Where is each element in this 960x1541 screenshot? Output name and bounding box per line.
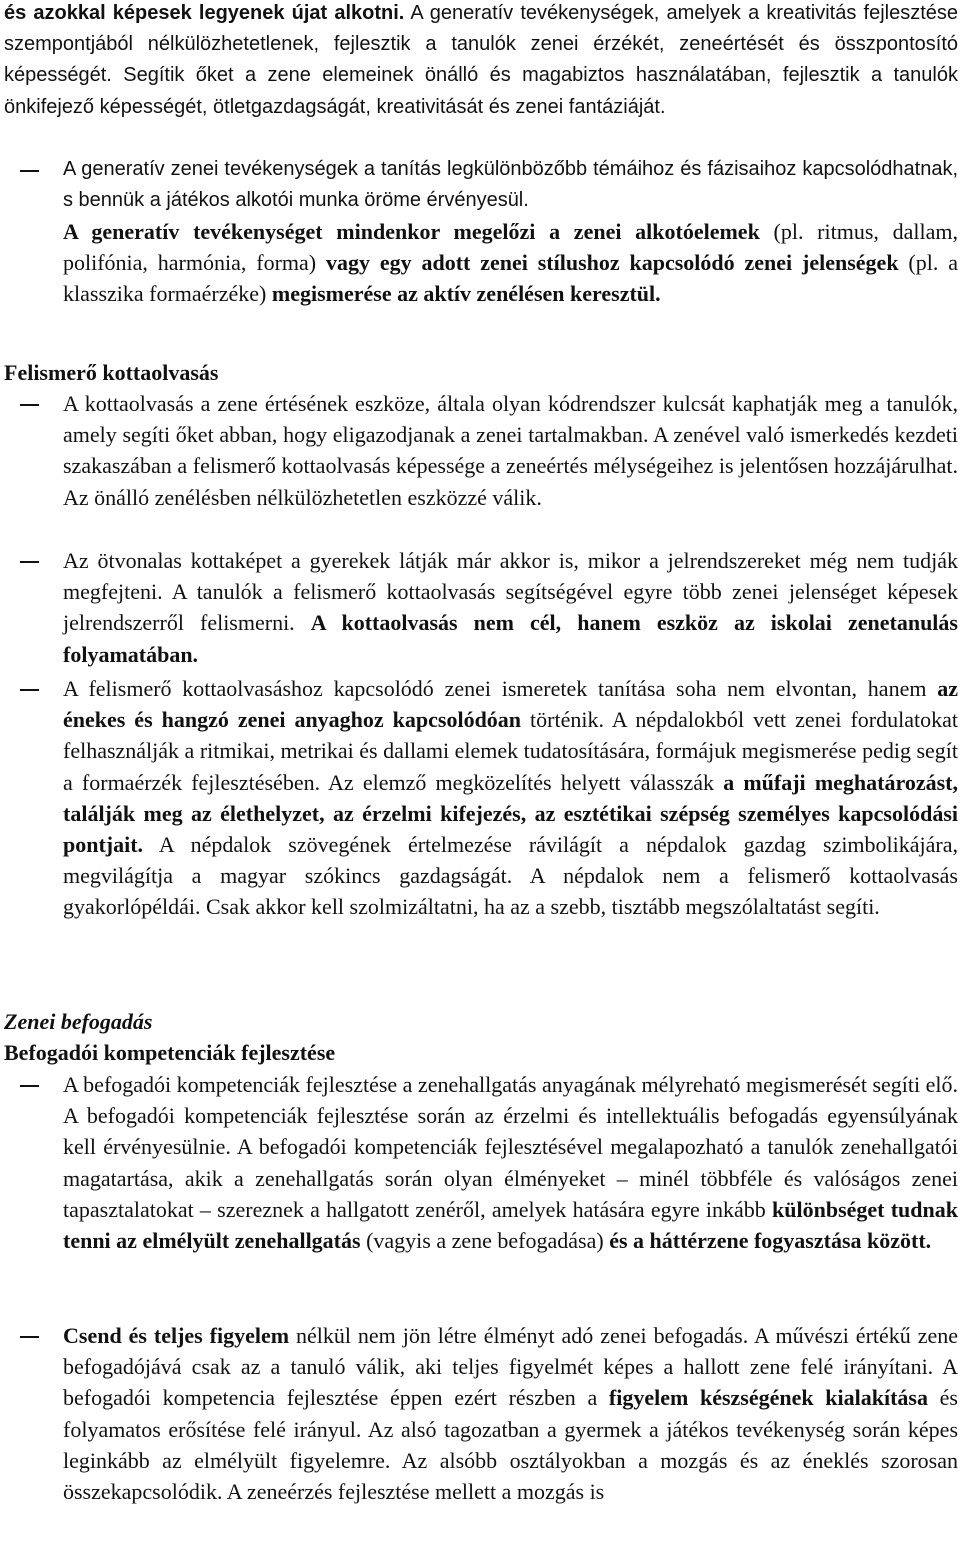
bold-text-run: A kottaolvasás nem cél, hanem eszköz az iskolai zenetanulás folyamatában. [63, 610, 958, 667]
text-run: A generatív zenei tevékenységek a tanítás legkülönbözőbb témáihoz és fázisaihoz kapcsolódhatnak, s bennük a játékos alkotói munka öröme érvényesül. [63, 158, 958, 212]
text-run: A befogadói kompetenciák fejlesztése a zenehallgatás anyagának mélyreható megismerését segíti elő. A befogadói kompetenciák fejlesztése során az érzelmi és intellektuális befogadás egyensúlyának kell érvényesülnie. A befogadói kompetenciák fejlesztésével megalapozható a tanulók zenehallgatói magatartása, akik a zenehallgatás során olyan élményeket – minél többféle és valóságos zenei tapasztalatokat – szereznek a hallgatott zenéről, amelyek hatására egyre inkább [63, 1072, 958, 1222]
bold-text-run: megismerése az aktív zenélésen keresztül. [271, 281, 661, 307]
text-run: (pl. a klasszika formaérzéke) [63, 250, 958, 307]
bold-text-run: vagy egy adott zenei stílushoz kapcsolódó zenei jelenségek [325, 250, 899, 276]
text-run: és folyamatos erősítése felé irányul. Az alsó tagozatban a gyermek a játékos tevékenység során képes leginkább az elmélyült figyelemre. Az alsóbb osztályokban a mozgás és az éneklés szorosan összekapcsolódik. A zeneérzés fejlesztése mellett a mozgás is [63, 1385, 958, 1505]
text-run: A népdalok szövegének értelmezése rávilágít a népdalok gazdag szimbolikájára, megvilágítja a magyar szókincs gazdagságát. A népdalok nem a felismerő kottaolvasás gyakorlópéldái. Csak akkor kell szolmizáltatni, ha az a szebb, tisztább megszólaltatást segíti. [63, 832, 958, 920]
text-run: A kottaolvasás a zene értésének eszköze, általa olyan kódrendszer kulcsát kaphatják meg a tanulók, amely segíti őket abban, hogy eligazodjanak a zenei tartalmakban. A zenével való ismerkedés kezdeti szakaszában a felismerő kottaolvasás képessége a zeneértés mélységeihez is jelentősen hozzájárulhat. Az önálló zenélésben nélkülözhetetlen eszközzé válik. [63, 391, 958, 510]
paragraph-otvonalas-kottakep [63, 545, 958, 670]
bold-text-run: A generatív tevékenységet mindenkor megelőzi a zenei alkotóelemek [63, 219, 760, 244]
text-run: (pl. ritmus, dallam, polifónia, harmónia, forma) [63, 219, 958, 276]
text-run: nélkül nem jön létre élményt adó zenei befogadás. A művészi értékű zene befogadójává csak az a tanuló válik, aki teljes figyelmét képes a hallott zene felé irányítani. A befogadói kompetencia fejlesztése éppen ezért részben a [63, 1323, 958, 1411]
list-dash [20, 1085, 39, 1087]
text-run: (vagyis a zene befogadása) [360, 1228, 610, 1254]
paragraph-felismero-ismeretek [63, 673, 958, 923]
bold-text-run: és azokkal képesek legyenek újat alkotni. [4, 2, 405, 24]
heading-befogadoi-kompetenciak: Befogadói kompetenciák fejlesztése [4, 1040, 336, 1065]
text-run: A generatív tevékenységek, amelyek a kreativitás fejlesztése szempontjából nélkülözhetetlenek, fejlesztik a tanulók zenei érzékét, zeneértését és összpontosító képességét. Segítik őket a zene elemeinek önálló és magabiztos használatában, fejlesztik a tanulók önkifejező képességét, ötletgazdagságát, kreativitását és zenei fantáziáját. [4, 2, 959, 118]
list-dash [20, 561, 39, 563]
bold-text-run: különbséget tudnak tenni az elmélyült zenehallgatás [63, 1196, 958, 1254]
paragraph-generative-precondition [63, 216, 958, 310]
paragraph-generative-intro [4, 0, 958, 123]
list-dash [20, 1336, 39, 1338]
bold-text-run: figyelem készségének kialakítása [608, 1385, 928, 1411]
bold-text-run: az énekes és hangzó zenei anyaghoz kapcsolódóan [63, 676, 958, 733]
heading-zenei-befogadas: Zenei befogadás [4, 1009, 153, 1034]
paragraph-csend-figyelem [63, 1320, 958, 1507]
list-dash [20, 404, 39, 406]
heading-felismero-kottaolvasas: Felismerő kottaolvasás [4, 360, 219, 385]
bold-text-run: Csend és teljes figyelem [63, 1323, 290, 1348]
paragraph-kottaolvasas-eszkoze [63, 388, 958, 513]
text-run: Az ötvonalas kottaképet a gyerekek látják már akkor is, mikor a jelrendszereket még nem tudják megfejteni. A tanulók a felismerő kottaolvasás segítségével egyre több zenei jelenséget képesek jelrendszerről felismerni. [63, 548, 958, 636]
text-run: történik. A népdalokból vett zenei fordulatokat felhasználják a ritmikai, metrikai és dallami elemek tudatosítására, formájuk megismerése pedig segít a formaérzék fejlesztésében. Az elemző megközelítés helyett válasszák [63, 707, 958, 795]
paragraph-generative-themes [63, 154, 958, 216]
bold-text-run: a műfaji meghatározást, találják meg az élethelyzet, az érzelmi kifejezés, az esztétikai szépség személyes kapcsolódási pontjait. [63, 769, 958, 858]
list-dash [20, 170, 39, 172]
list-dash [20, 689, 39, 691]
text-run: A felismerő kottaolvasáshoz kapcsolódó zenei ismeretek tanítása soha nem elvontan, hanem [63, 676, 938, 701]
paragraph-befogadoi-kompetenciak [63, 1069, 958, 1256]
bold-text-run: és a háttérzene fogyasztása között. [609, 1228, 932, 1254]
